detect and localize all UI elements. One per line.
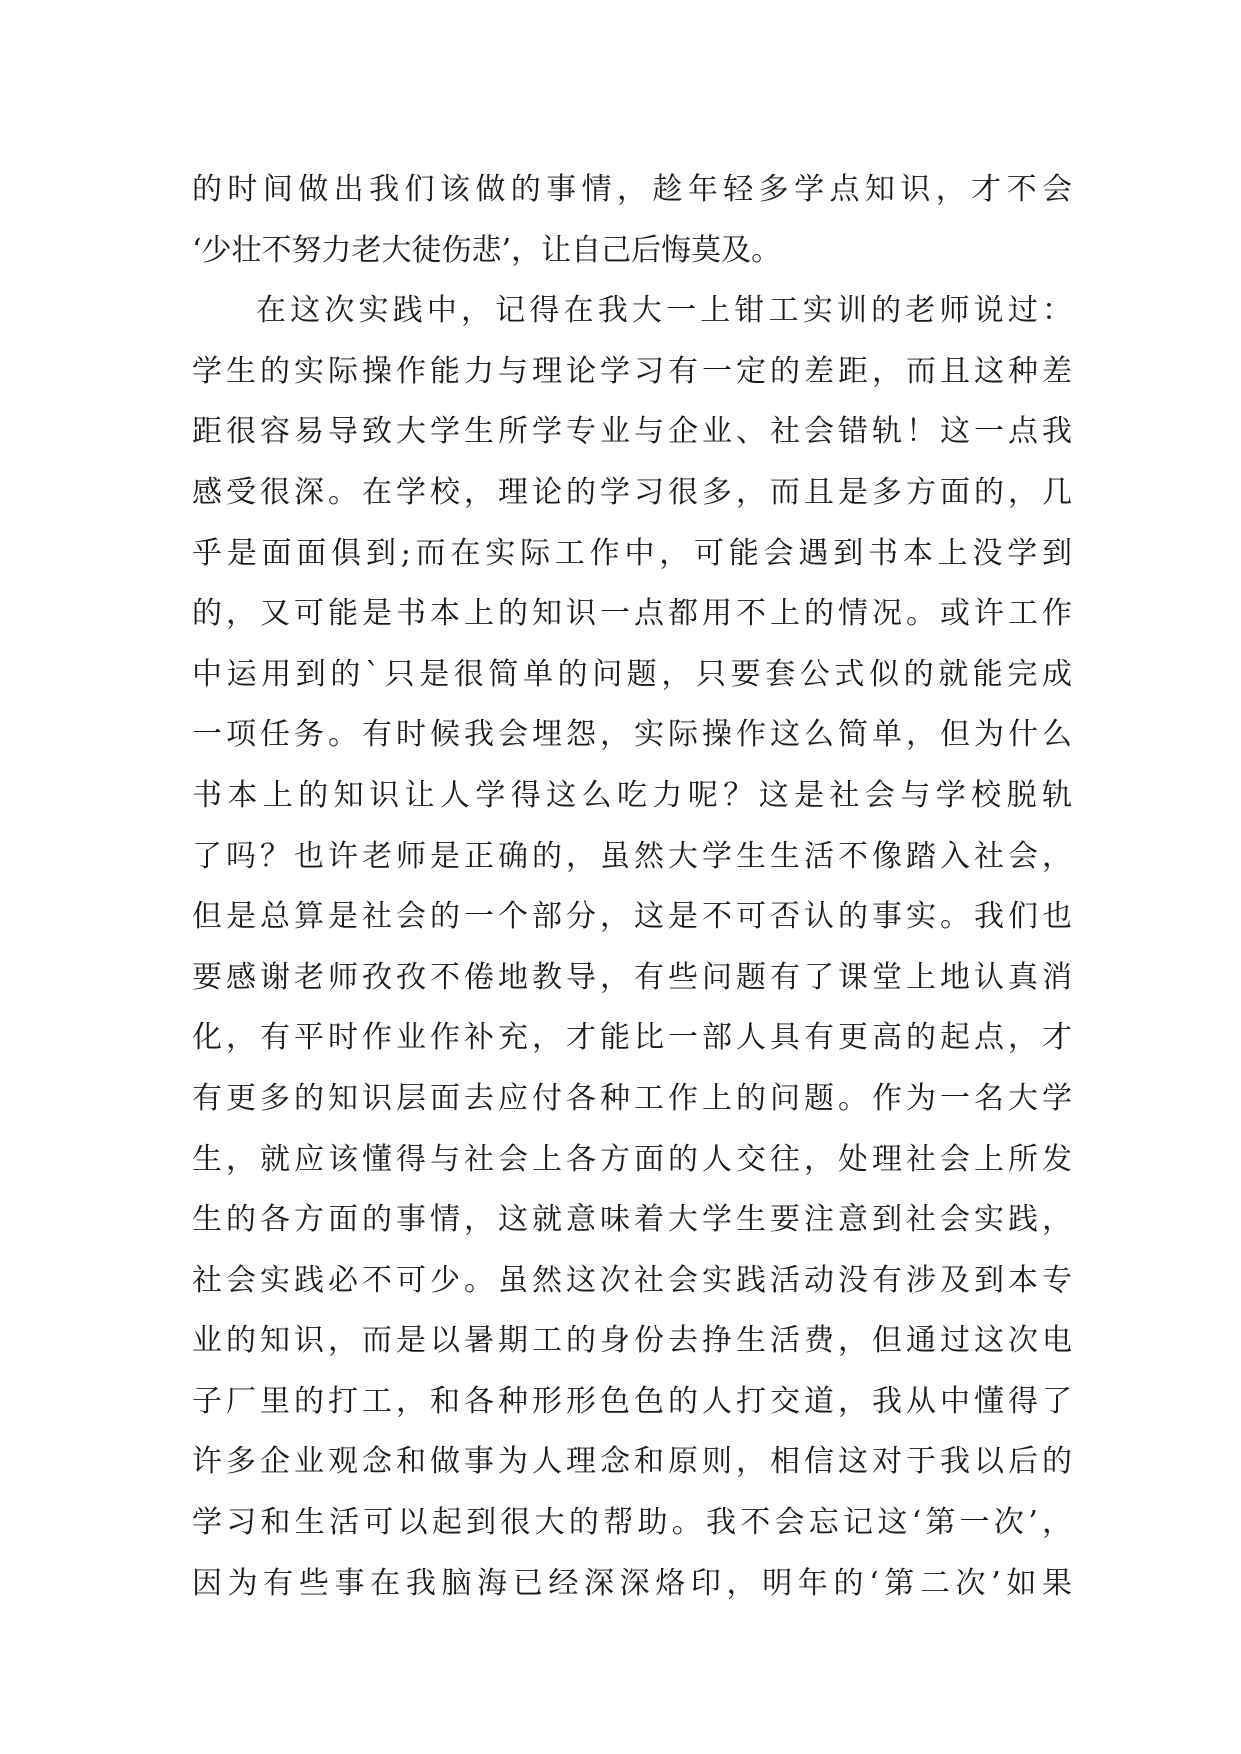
text-line: 学习和生活可以起到很大的帮助。我不会忘记这‘第一次’，	[192, 1505, 1072, 1541]
paragraph-first-line: 在这次实践中，记得在我大一上钳工实训的老师说过：	[256, 293, 1072, 329]
text-line: 了吗？也许老师是正确的，虽然大学生生活不像踏入社会，	[192, 838, 1072, 874]
text-line: 生，就应该懂得与社会上各方面的人交往，处理社会上所发	[192, 1141, 1072, 1177]
text-line: 子厂里的打工，和各种形形色色的人打交道，我从中懂得了	[192, 1383, 1072, 1419]
text-line: ‘少壮不努力老大徒伤悲’，让自己后悔莫及。	[192, 232, 782, 268]
text-line: 要感谢老师孜孜不倦地教导，有些问题有了课堂上地认真消	[192, 959, 1072, 995]
text-line: 许多企业观念和做事为人理念和原则，相信这对于我以后的	[192, 1444, 1072, 1480]
text-line: 化，有平时作业作补充，才能比一部人具有更高的起点，才	[192, 1020, 1072, 1056]
text-line: 有更多的知识层面去应付各种工作上的问题。作为一名大学	[192, 1080, 1072, 1116]
text-line: 但是总算是社会的一个部分，这是不可否认的事实。我们也	[192, 899, 1072, 935]
text-line: 社会实践必不可少。虽然这次社会实践活动没有涉及到本专	[192, 1262, 1072, 1298]
text-line: 的时间做出我们该做的事情，趁年轻多学点知识，才不会	[192, 172, 1072, 207]
body-text	[192, 160, 1072, 1614]
text-line: 书本上的知识让人学得这么吃力呢？这是社会与学校脱轨	[192, 777, 1072, 813]
text-line: 感受很深。在学校，理论的学习很多，而且是多方面的，几	[192, 474, 1072, 510]
text-line: 中运用到的`只是很简单的问题，只要套公式似的就能完成	[192, 656, 1072, 692]
text-line: 业的知识，而是以暑期工的身份去挣生活费，但通过这次电	[192, 1323, 1072, 1359]
text-line: 因为有些事在我脑海已经深深烙印，明年的‘第二次’如果	[192, 1565, 1072, 1601]
text-line: 的，又可能是书本上的知识一点都用不上的情况。或许工作	[192, 596, 1072, 632]
text-line: 乎是面面俱到;而在实际工作中，可能会遇到书本上没学到	[192, 535, 1072, 571]
text-line: 学生的实际操作能力与理论学习有一定的差距，而且这种差	[192, 353, 1072, 389]
text-line: 生的各方面的事情，这就意味着大学生要注意到社会实践，	[192, 1202, 1072, 1238]
text-line: 距很容易导致大学生所学专业与企业、社会错轨！这一点我	[192, 414, 1072, 450]
text-line: 一项任务。有时候我会埋怨，实际操作这么简单，但为什么	[192, 717, 1072, 753]
